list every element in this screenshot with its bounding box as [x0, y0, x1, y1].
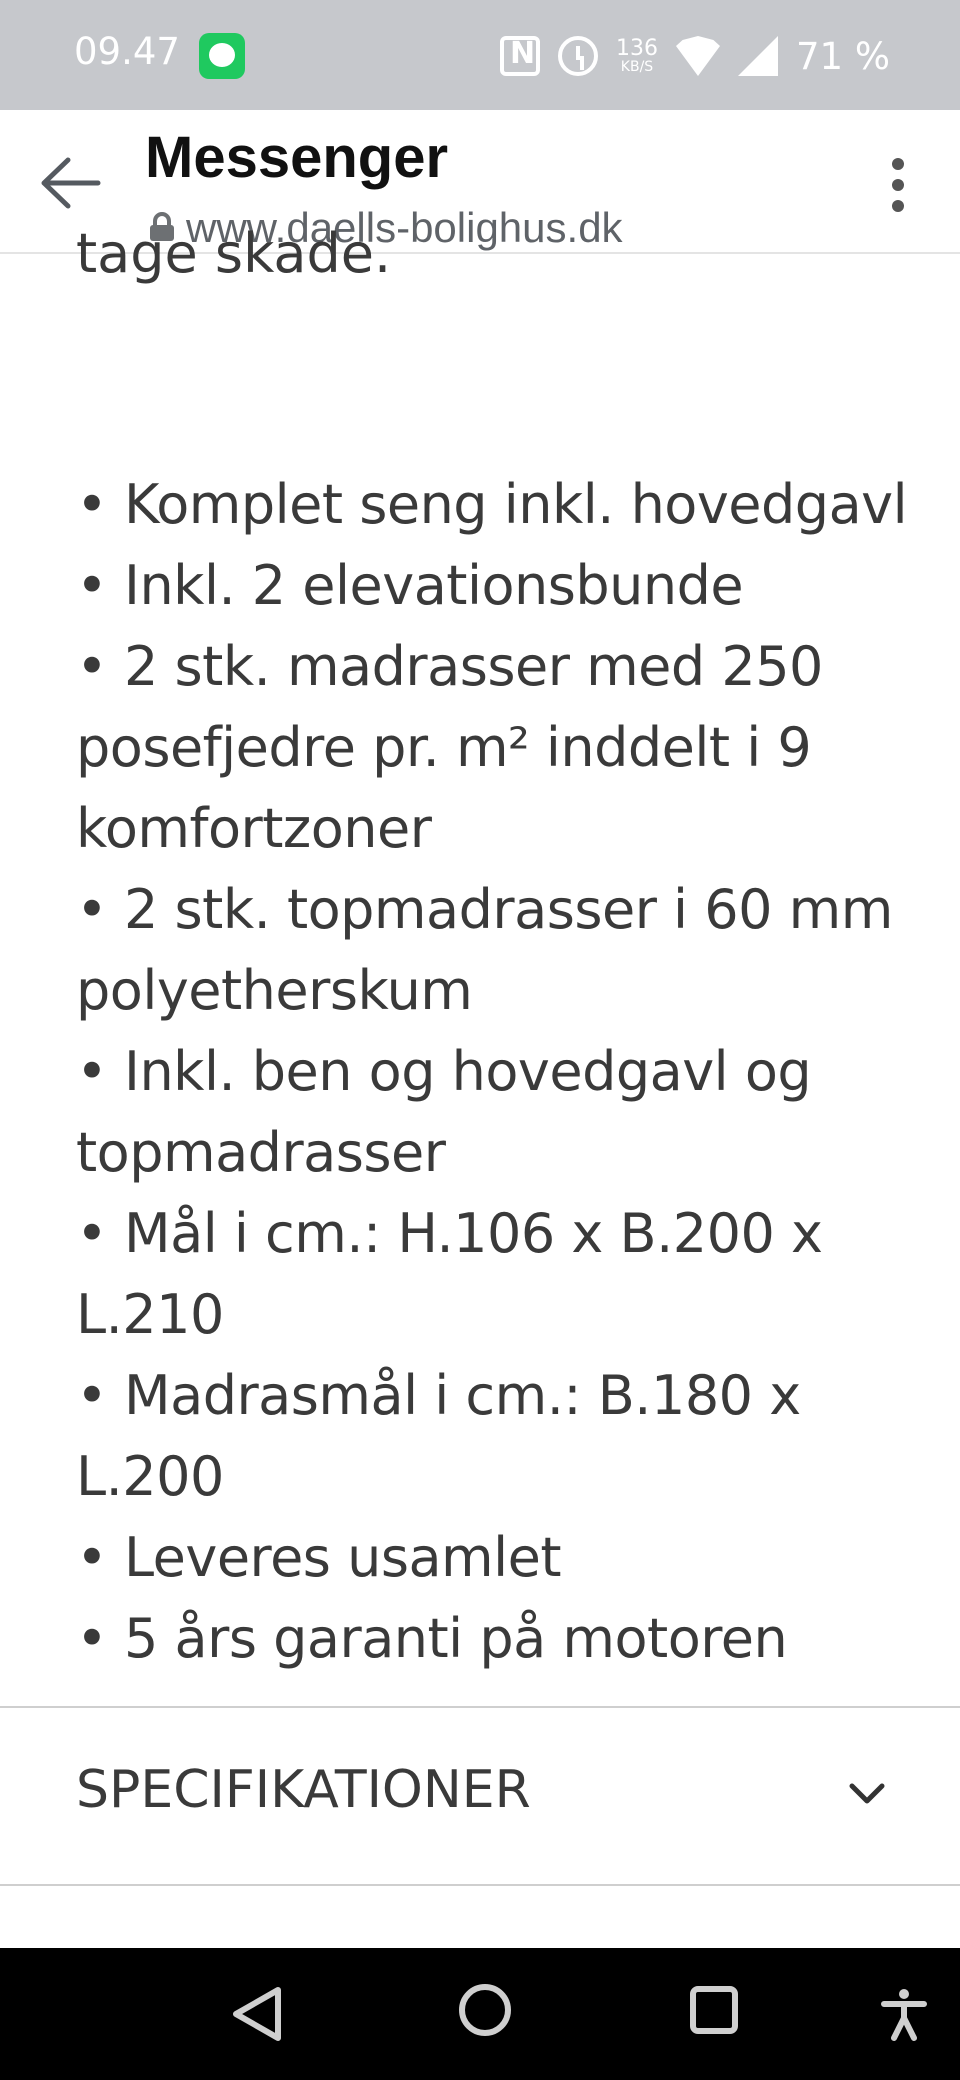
- list-item: • 2 stk. topmadrasser i 60 mm: [76, 878, 893, 941]
- list-item: • 2 stk. madrasser med 250: [76, 635, 823, 698]
- network-speed-unit: KB/S: [620, 59, 654, 75]
- specifications-accordion[interactable]: [0, 1708, 960, 1884]
- nav-back-icon[interactable]: [228, 1984, 284, 2044]
- nfc-icon: [500, 36, 540, 76]
- alarm-icon: [558, 36, 598, 76]
- list-item: topmadrasser: [76, 1121, 446, 1184]
- wifi-icon: [676, 36, 720, 76]
- list-item: • 5 års garanti på motoren: [76, 1607, 788, 1670]
- navigation-bar: [0, 1948, 960, 2080]
- product-features-list: [76, 464, 916, 1679]
- page-url[interactable]: www.daells-bolighus.dk: [186, 204, 623, 251]
- list-item: • Madrasmål i cm.: B.180 x: [76, 1364, 801, 1427]
- status-time: 09.47: [74, 30, 180, 73]
- status-icons: [500, 28, 890, 84]
- network-speed-value: 136: [616, 36, 658, 61]
- more-vert-icon[interactable]: [886, 154, 910, 220]
- list-item: • Inkl. 2 elevationsbunde: [76, 554, 744, 617]
- cut-off-text: tage skade.: [76, 222, 392, 285]
- list-item: • Komplet seng inkl. hovedgavl: [76, 473, 908, 536]
- chevron-down-icon[interactable]: [844, 1770, 890, 1816]
- list-item: • Leveres usamlet: [76, 1526, 562, 1589]
- battery-level: 71 %: [796, 34, 890, 78]
- list-item: • Mål i cm.: H.106 x B.200 x: [76, 1202, 823, 1265]
- list-item: komfortzoner: [76, 797, 432, 860]
- nav-recents-icon[interactable]: [690, 1986, 738, 2034]
- accessibility-icon[interactable]: [882, 1988, 926, 2040]
- list-item: L.210: [76, 1283, 224, 1346]
- nav-home-icon[interactable]: [459, 1984, 511, 2036]
- divider: [0, 1884, 960, 1886]
- list-item: • Inkl. ben og hovedgavl og: [76, 1040, 812, 1103]
- list-item: polyetherskum: [76, 959, 473, 1022]
- status-bar: [0, 0, 960, 110]
- app-title: Messenger: [145, 125, 449, 190]
- signal-icon: [738, 36, 778, 76]
- back-arrow-icon[interactable]: [38, 150, 104, 216]
- list-item: posefjedre pr. m² inddelt i 9: [76, 716, 812, 779]
- specifications-label: SPECIFIKATIONER: [76, 1760, 531, 1820]
- list-item: L.200: [76, 1445, 224, 1508]
- network-speed: [616, 38, 658, 74]
- messages-app-icon: [199, 33, 245, 79]
